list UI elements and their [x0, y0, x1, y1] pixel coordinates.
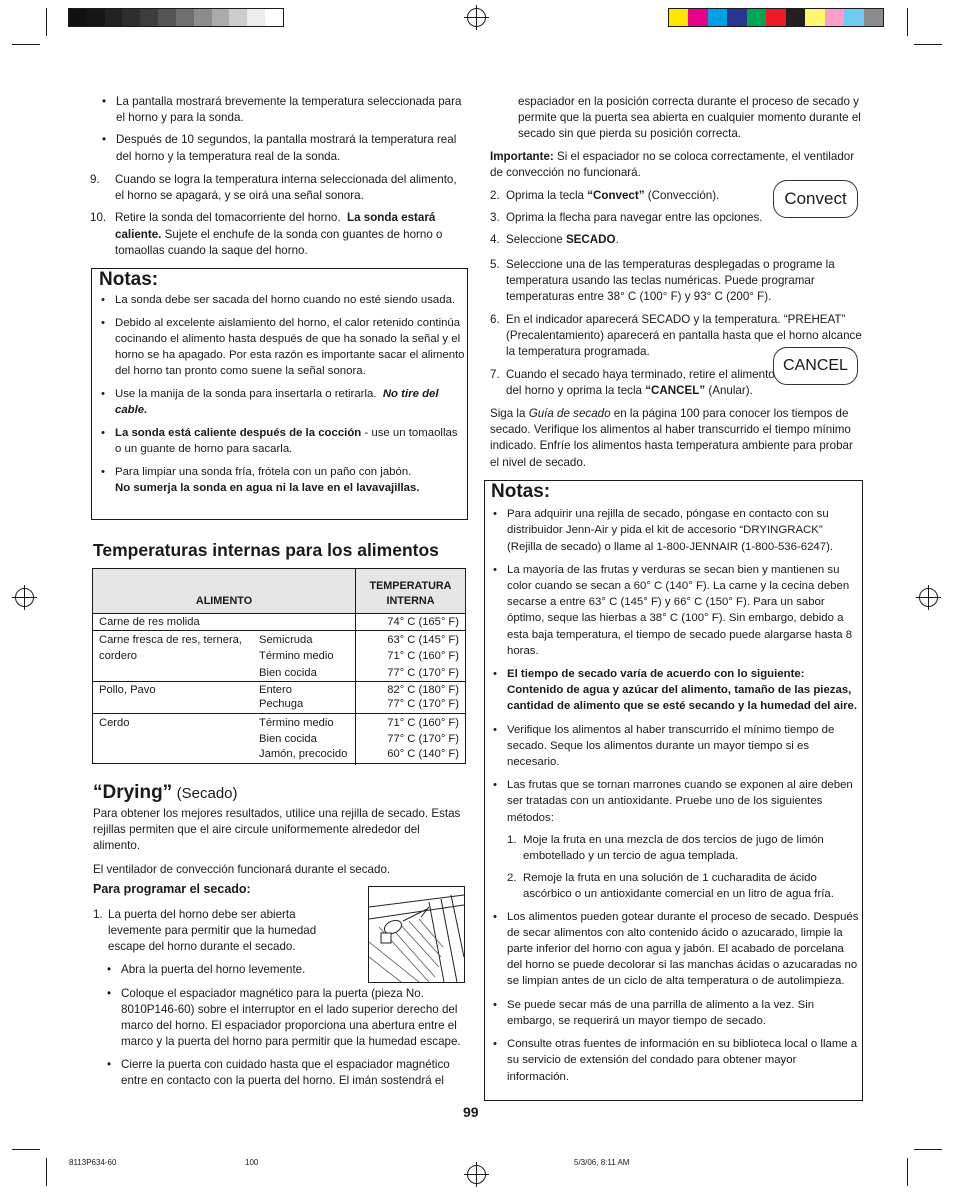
program-steps-left	[93, 907, 468, 1089]
drying-title: “Drying”	[93, 782, 173, 803]
right-continuation: espaciador en la posición correcta durante el proceso de secado y permite que la puerta sea abierta en cualquier momento durante el secado sin que pierda su posición correcta.	[518, 95, 861, 141]
drying-guide-paragraph	[490, 406, 862, 471]
table-header-temp: TEMPERATURA INTERNA	[356, 569, 466, 614]
color-swatch	[212, 9, 230, 26]
color-swatch	[844, 9, 863, 26]
note-text: Use la manija de la sonda para insertarla o retirarla.	[115, 388, 377, 400]
important-label: Importante:	[490, 150, 554, 163]
intro-bullet: • Después de 10 segundos, la pantalla mostrará la temperatura real del horno y la temperatura real de la sonda.	[102, 133, 457, 163]
method-number: 2.	[507, 872, 517, 885]
step-10	[90, 210, 468, 259]
step-number: 9.	[90, 173, 100, 186]
color-swatch	[87, 9, 105, 26]
color-swatch	[805, 9, 824, 26]
notes-title: Notas:	[491, 481, 551, 502]
doneness: Entero	[259, 684, 292, 697]
step-1-bullet: • Cierre la puerta con cuidado hasta que el espaciador magnético entre en contacto con la puerta del horno. El imán sostendrá el	[107, 1057, 450, 1087]
food-cell	[93, 682, 356, 714]
notes-title: Notas:	[99, 269, 159, 290]
doneness: Bien cocida	[259, 732, 317, 745]
step-number: 1.	[93, 908, 103, 921]
note-item: • Los alimentos pueden gotear durante el proceso de secado. Después de secar alimentos con alto contenido ácido o azucarado, limpie la parte inferior del horno con agua y jabón. El acabado de porcelana del horno se puede decolorar si las manchas ácidas o azucaradas no se limpian antes de un ciclo de alta temperatura o de autolimpieza.	[493, 910, 859, 988]
note-item: • Debido al excelente aislamiento del horno, el calor retenido continúa cocinando el alimento hasta después de que ha sonado la señal y el horno se ha apagado. Por esta razón es importante sacar el alimento del horno tan pronto como suene la señal sonora.	[101, 317, 465, 377]
note-item: • El tiempo de secado varía de acuerdo con lo siguiente: Contenido de agua y azúcar del alimento, tamaño de las piezas, cantidad de alimento que se esté secando y la humedad del aire.	[493, 668, 858, 713]
color-swatch-strip	[668, 8, 884, 27]
doneness: Término medio	[259, 717, 334, 730]
step-text: Oprima la flecha para navegar entre las opciones.	[506, 211, 763, 225]
color-swatch	[194, 9, 212, 26]
key-name: “Convect”	[587, 189, 645, 202]
temp-cell	[356, 631, 466, 682]
step-number: 2.	[490, 189, 500, 202]
doneness: Pechuga	[259, 698, 304, 711]
color-swatch	[105, 9, 123, 26]
step-number: 5.	[490, 258, 500, 271]
step-text: Cuando se logra la temperatura interna seleccionada del alimento, el horno se apagará, y se oirá una señal sonora.	[115, 173, 457, 203]
note-text: Para adquirir una rejilla de secado, póngase en contacto con su distribuidor Jenn-Air y pida el kit de accesorio “DRYINGRACK” (Rejilla de secado) o llame al 1-800-JENNAIR (1-800-536-6247).	[507, 508, 834, 553]
color-swatch	[140, 9, 158, 26]
temp-value: 63° C (145° F)	[387, 634, 459, 646]
temp-cell: 74° C (165° F)	[356, 614, 466, 631]
intro-bullet: • La pantalla mostrará brevemente la temperatura seleccionada para el horno y para la sonda.	[102, 95, 462, 125]
convect-key-illustration	[773, 180, 858, 218]
color-swatch	[688, 9, 707, 26]
slug-file-code: 8113P634-60	[69, 1158, 117, 1167]
food-name: Cerdo	[99, 717, 130, 730]
note-item: • Se puede secar más de una parrilla de alimento a la vez. Sin embargo, se requerirá un mayor tiempo de secado.	[493, 998, 815, 1027]
temp-value: 77° C (170° F)	[387, 666, 459, 679]
drying-paragraph: El ventilador de convección funcionará durante el secado.	[93, 862, 391, 876]
step-1-bullet: • Abra la puerta del horno levemente.	[107, 962, 306, 976]
table-row	[93, 614, 465, 631]
color-swatch	[766, 9, 785, 26]
important-paragraph	[490, 149, 865, 181]
table-row	[93, 714, 465, 765]
bullet-text: Abra la puerta del horno levemente.	[121, 962, 306, 976]
crop-mark	[12, 44, 40, 45]
step-text: Retire la sonda del tomacorriente del horno.	[115, 211, 341, 225]
cancel-key-label: CANCEL	[783, 357, 848, 374]
crop-mark	[914, 1149, 942, 1150]
food-cell: Carne de res molida	[93, 614, 356, 631]
color-swatch	[265, 9, 283, 26]
note-emphasis: No tire del cable.	[115, 388, 439, 416]
table-row	[93, 682, 465, 714]
right-steps-a	[490, 188, 780, 249]
left-intro	[100, 94, 470, 171]
right-step-7	[490, 367, 775, 399]
temp-value: 71° C (160° F)	[387, 717, 459, 730]
method-text: Moje la fruta en una mezcla de dos tercios de jugo de limón embotellado y un tercio de agua templada.	[523, 833, 824, 863]
step-text: La puerta del horno debe ser abierta levemente para permitir que la humedad escape del horno durante el secado.	[108, 908, 317, 954]
bullet-text: Coloque el espaciador magnético para la puerta (pieza No. 8010P146-60) sobre el interruptor en el lado superior derecho del marco del horno. El espaciador proporciona una abertura entre el marco y la puerta del horno para permitir que la humedad escape.	[121, 986, 461, 1049]
guide-reference: Guía de secado	[528, 407, 611, 420]
gray-swatch-strip	[68, 8, 284, 27]
crop-mark	[907, 8, 908, 36]
crop-mark	[46, 1158, 47, 1186]
color-swatch	[229, 9, 247, 26]
color-swatch	[158, 9, 176, 26]
doneness: Término medio	[259, 650, 334, 663]
note-item: • Verifique los alimentos al haber transcurrido el mínimo tiempo de secado. Seque los alimentos durante un mayor tiempo si es necesario.	[493, 723, 835, 769]
method-item	[507, 832, 860, 864]
table-header-food: ALIMENTO	[195, 595, 253, 607]
note-item: • La sonda debe ser sacada del horno cuando no esté siendo usada.	[101, 294, 456, 306]
temp-value: 77° C (170° F)	[387, 698, 459, 711]
temps-table	[93, 569, 465, 765]
bullet-text: Cierre la puerta con cuidado hasta que el espaciador magnético entre en contacto con la puerta del horno. El imán sostendrá el	[121, 1057, 450, 1087]
warning-text: La sonda estará caliente.	[115, 211, 436, 241]
food-name: Pollo, Pavo	[99, 684, 156, 697]
note-text: La mayoría de las frutas y verduras se secan bien y mantienen su color cuando se secan a 60° C (140° F). La carne y la cecina deben secarse a entre 63° C (145° F) y 66° C (150° F). Para un sabor óptimo, seque las hierbas a 38° C (100° F). Sin embargo, debido a esta baja temperatura, el tiempo de secado puede alargarse hasta 8 horas.	[507, 563, 853, 657]
bullet-text: La pantalla mostrará brevemente la temperatura seleccionada para el horno y para la sonda.	[116, 95, 462, 125]
temp-cell	[356, 682, 466, 714]
color-swatch	[786, 9, 805, 26]
step-text: Sujete el enchufe de la sonda con guantes de horno o tomaollas cuando la saque del horno.	[115, 227, 443, 257]
step-2	[490, 188, 780, 204]
slug-timestamp: 5/3/06, 8:11 AM	[574, 1158, 630, 1167]
note-text: Para limpiar una sonda fría, frótela con un paño con jabón.	[115, 466, 412, 478]
color-swatch	[825, 9, 844, 26]
step-1-bullet: • Coloque el espaciador magnético para la puerta (pieza No. 8010P146-60) sobre el interruptor en el lado superior derecho del marco del horno. El espaciador proporciona una abertura entre el marco y la puerta del horno para permitir que la humedad escape.	[107, 986, 461, 1049]
temp-value: 60° C (140° F)	[387, 748, 459, 761]
step-5	[490, 257, 862, 306]
step-7	[490, 367, 775, 399]
table-row	[93, 631, 465, 682]
doneness: Semicruda	[259, 634, 313, 646]
step-text: Cuando el secado haya terminado, retire el alimento del horno y oprima la tecla	[506, 368, 775, 398]
notes-right-content	[491, 481, 860, 1085]
color-swatch	[747, 9, 766, 26]
note-item: • Las frutas que se tornan marrones cuando se exponen al aire deben ser tratadas con un antioxidante. Pruebe uno de los siguientes métodos: 1. Moje la fruta en una mezcla de dos tercios de jugo de limón embotellado y un tercio de agua templada. 2. Remoje la fruta en una solución de 1 cucharadita de ácido ascórbico o un antioxidante comercial en un litro de agua fría.	[491, 777, 860, 902]
note-bold: La sonda está caliente después de la cocción	[115, 427, 362, 439]
food-name: Carne fresca de res, ternera, cordero	[99, 634, 243, 662]
note-text: Verifique los alimentos al haber transcurrido el mínimo tiempo de secado. Seque los alimentos durante un mayor tiempo si es necesario.	[507, 723, 835, 769]
temps-section-title: Temperaturas internas para los alimentos	[93, 540, 439, 560]
registration-mark-right	[919, 588, 938, 607]
color-swatch	[247, 9, 265, 26]
temp-value: 77° C (170° F)	[387, 732, 459, 745]
color-swatch	[69, 9, 87, 26]
step-text: Seleccione	[506, 233, 563, 247]
method-text: Remoje la fruta en una solución de 1 cucharadita de ácido ascórbico o un antioxidante comercial en un litro de agua fría.	[523, 872, 834, 901]
step-9	[90, 172, 468, 204]
slug-page: 100	[245, 1158, 259, 1167]
temp-value: 82° C (180° F)	[387, 684, 459, 697]
drying-subtitle: (Secado)	[176, 785, 238, 802]
note-item: • Consulte otras fuentes de información en su biblioteca local o llame a su servicio de extensión del condado para obtener mayor información.	[493, 1038, 858, 1083]
method-number: 1.	[507, 833, 517, 846]
step-number: 3.	[490, 211, 500, 225]
doneness: Bien cocida	[259, 666, 317, 679]
note-item: • La mayoría de las frutas y verduras se secan bien y mantienen su color cuando se secan a 60° C (140° F). La carne y la cecina deben secarse a entre 63° C (145° F) y 66° C (150° F). Para un sabor óptimo, seque las hierbas a 38° C (100° F). Sin embargo, debido a esta baja temperatura, el tiempo de secado puede alargarse hasta 8 horas.	[493, 563, 853, 657]
note-item: • Use la manija de la sonda para insertarla o retirarla. No tire del cable.	[101, 388, 439, 416]
registration-mark-top	[467, 8, 486, 27]
drying-paragraph: Para obtener los mejores resultados, utilice una rejilla de secado. Estas rejillas permiten que el aire circule uniformemente alrededor del alimento.	[93, 807, 461, 853]
color-swatch	[176, 9, 194, 26]
crop-mark	[907, 1158, 908, 1186]
step-text: (Anular).	[708, 384, 753, 398]
method-item	[507, 870, 860, 902]
color-swatch	[727, 9, 746, 26]
crop-mark	[12, 1149, 40, 1150]
note-item: • Para adquirir una rejilla de secado, póngase en contacto con su distribuidor Jenn-Air y pida el kit de accesorio “DRYINGRACK” (Rejilla de secado) o llame al 1-800-JENNAIR (1-800-536-6247).	[493, 508, 834, 553]
doneness: Jamón, precocido	[259, 748, 348, 761]
note-text: Los alimentos pueden gotear durante el proceso de secado. Después de secar alimentos con alto contenido ácido o azucarado, limpie la parte inferior del horno con agua y jabón. El acabado de porcelana del horno se puede decolorar si las manchas ácidas o azucaradas no se limpian antes de un ciclo de alta temperatura o de autolimpieza.	[507, 910, 859, 988]
drying-intro	[93, 806, 468, 878]
step-text: En el indicador aparecerá SECADO y la temperatura. “PREHEAT” (Precalentamiento) aparecerá en pantalla hasta que el horno alcance la temperatura programada.	[506, 312, 862, 359]
step-3	[490, 210, 780, 226]
step-number: 4.	[490, 233, 500, 247]
guide-text: Siga la	[490, 407, 526, 420]
key-name: “CANCEL”	[645, 384, 706, 398]
notes-left-content	[99, 269, 465, 496]
temp-value: 71° C (160° F)	[387, 650, 459, 663]
note-item: • La sonda está caliente después de la cocción - use un tomaollas o un guante de horno para sacarla.	[101, 427, 458, 455]
drying-heading	[93, 782, 238, 804]
bullet-text: Después de 10 segundos, la pantalla mostrará la temperatura real del horno y la temperatura real de la sonda.	[116, 133, 457, 163]
step-4: 4. Seleccione SECADO.	[490, 232, 780, 248]
color-swatch	[122, 9, 140, 26]
crop-mark	[914, 44, 942, 45]
crop-mark	[46, 8, 47, 36]
step-text: Seleccione una de las temperaturas desplegadas o programe la temperatura usando las teclas numéricas. Puede programar temperaturas entre 38° C (100° F) y 93° C (200° F).	[506, 258, 835, 304]
step-number: 6.	[490, 312, 500, 326]
note-text: - use un tomaollas o un guante de horno para sacarla.	[115, 427, 458, 455]
step-6	[490, 312, 862, 361]
program-title: Para programar el secado:	[93, 882, 251, 896]
step-number: 7.	[490, 368, 500, 381]
food-cell	[93, 714, 356, 765]
page-number: 99	[463, 1104, 479, 1120]
note-text: Consulte otras fuentes de información en su biblioteca local o llame a su servicio de extensión del condado para obtener mayor información.	[507, 1038, 858, 1083]
note-text: Se puede secar más de una parrilla de alimento a la vez. Sin embargo, se requerirá un mayor tiempo de secado.	[507, 998, 815, 1027]
note-text: Debido al excelente aislamiento del horno, el calor retenido continúa cocinando el alimento hasta después de que ha sonado la señal y el horno se ha apagado. Por esta razón es importante sacar el alimento del horno tan pronto como suene la señal sonora.	[115, 317, 465, 377]
food-cell	[93, 631, 356, 682]
right-steps-b	[490, 257, 862, 360]
note-text: La sonda debe ser sacada del horno cuando no esté siendo usada.	[115, 294, 456, 306]
registration-mark-left	[15, 588, 34, 607]
note-bold: No sumerja la sonda en agua ni la lave en el lavavajillas.	[115, 482, 420, 494]
important-text: Si el espaciador no se coloca correctamente, el ventilador de convección no funcionará.	[490, 150, 855, 180]
color-swatch	[708, 9, 727, 26]
step-1	[93, 907, 348, 956]
guide-text: en la página 100 para conocer los tiempos de secado. Verifique los alimentos al haber transcurrido el tiempo mínimo indicado. Enfríe los alimentos hasta temperatura ambiente para probar el nivel de secado.	[490, 407, 853, 469]
temp-cell	[356, 714, 466, 765]
color-swatch	[669, 9, 688, 26]
step-text: Oprima la tecla	[506, 189, 584, 202]
option-name: SECADO	[565, 233, 616, 247]
table-header-row	[93, 569, 465, 614]
note-item: • Para limpiar una sonda fría, frótela con un paño con jabón. No sumerja la sonda en agua ni la lave en el lavavajillas.	[101, 466, 420, 494]
note-bold: El tiempo de secado varía de acuerdo con lo siguiente: Contenido de agua y azúcar del alimento, tamaño de las piezas, cantidad de alimento que se esté secando y la humedad del aire.	[507, 668, 858, 713]
note-text: Las frutas que se tornan marrones cuando se exponen al aire deben ser tratadas con un antioxidante. Pruebe uno de los siguientes métodos:	[507, 779, 853, 824]
convect-key-label: Convect	[784, 189, 847, 208]
registration-mark-bottom	[467, 1165, 486, 1184]
step-number: 10.	[90, 211, 107, 225]
left-steps	[90, 172, 468, 259]
step-text: (Convección).	[647, 189, 720, 202]
color-swatch	[864, 9, 883, 26]
